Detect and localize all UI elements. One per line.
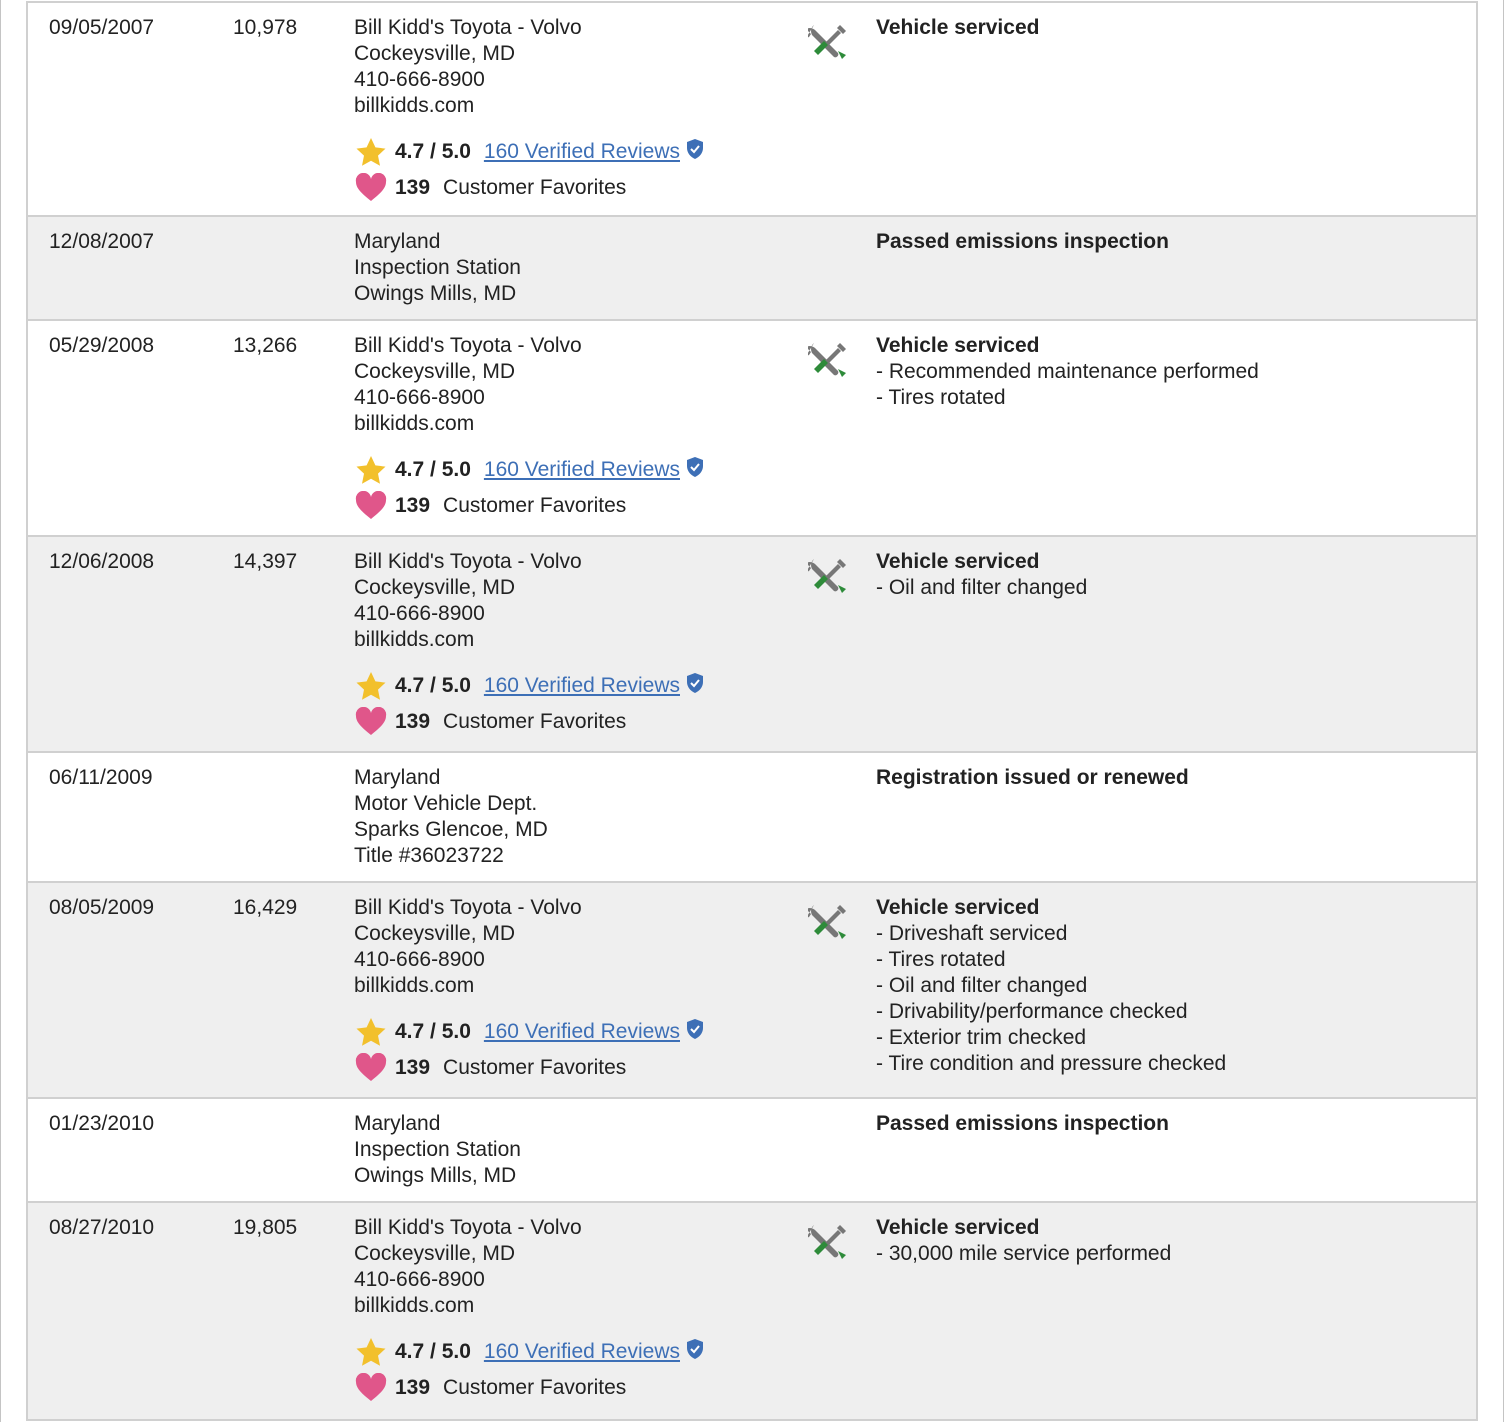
record-source xyxy=(354,333,774,521)
record-date: 12/08/2007 xyxy=(49,230,155,253)
detail-item: - Driveshaft serviced xyxy=(876,922,1068,945)
source-line: billkidds.com xyxy=(354,974,475,997)
detail-item: - Recommended maintenance performed xyxy=(876,360,1259,383)
favorites-row xyxy=(354,1373,774,1403)
heart-icon xyxy=(355,173,387,203)
rating-row xyxy=(354,1337,774,1367)
detail-item: - Drivability/performance checked xyxy=(876,1000,1188,1023)
detail-item: - Tires rotated xyxy=(876,948,1006,971)
record-date: 08/27/2010 xyxy=(49,1216,155,1239)
source-line: Inspection Station xyxy=(354,256,521,279)
source-line: Owings Mills, MD xyxy=(354,282,517,305)
favorites-count: 139 xyxy=(395,710,431,733)
favorites-label: Customer Favorites xyxy=(443,1056,627,1079)
star-icon xyxy=(355,1337,387,1367)
record-details xyxy=(876,1215,1456,1267)
rating-row xyxy=(354,455,774,485)
detail-item: - Exterior trim checked xyxy=(876,1026,1087,1049)
service-tools-icon xyxy=(808,555,850,597)
record-odometer: 13,266 xyxy=(233,334,298,357)
source-line: Cockeysville, MD xyxy=(354,1242,516,1265)
source-line: billkidds.com xyxy=(354,1294,475,1317)
source-line: 410-666-8900 xyxy=(354,948,485,971)
record-date: 06/11/2009 xyxy=(49,766,153,789)
source-line: Maryland xyxy=(354,766,441,789)
star-icon xyxy=(355,137,387,167)
source-line: Motor Vehicle Dept. xyxy=(354,792,538,815)
verified-reviews-link[interactable]: 160 Verified Reviews xyxy=(483,674,680,697)
heart-icon xyxy=(355,1373,387,1403)
verified-shield-icon xyxy=(685,1338,705,1360)
verified-reviews-link[interactable]: 160 Verified Reviews xyxy=(483,1340,680,1363)
favorites-row xyxy=(354,491,774,521)
heart-icon xyxy=(355,707,387,737)
record-details xyxy=(876,765,1456,791)
verified-shield-icon xyxy=(685,672,705,694)
source-line: Bill Kidd's Toyota - Volvo xyxy=(354,334,582,357)
record-odometer: 16,429 xyxy=(233,896,298,919)
heart-icon xyxy=(355,1053,387,1083)
service-tools-icon xyxy=(808,339,850,381)
service-tools-icon xyxy=(808,901,850,943)
favorites-label: Customer Favorites xyxy=(443,710,627,733)
history-record xyxy=(26,537,1478,753)
source-line: Maryland xyxy=(354,230,441,253)
detail-item: - Tires rotated xyxy=(876,386,1006,409)
source-line: Owings Mills, MD xyxy=(354,1164,517,1187)
detail-title: Registration issued or renewed xyxy=(876,766,1189,789)
source-line: Cockeysville, MD xyxy=(354,360,516,383)
record-date: 08/05/2009 xyxy=(49,896,155,919)
detail-title: Vehicle serviced xyxy=(876,16,1040,39)
record-details xyxy=(876,1111,1456,1137)
rating-row xyxy=(354,137,774,167)
detail-item: - Oil and filter changed xyxy=(876,974,1088,997)
source-line: Cockeysville, MD xyxy=(354,922,516,945)
source-line: Inspection Station xyxy=(354,1138,521,1161)
detail-title: Vehicle serviced xyxy=(876,550,1040,573)
verified-shield-icon xyxy=(685,138,705,160)
detail-title: Vehicle serviced xyxy=(876,896,1040,919)
favorites-row xyxy=(354,707,774,737)
record-odometer: 19,805 xyxy=(233,1216,298,1239)
record-details xyxy=(876,15,1456,41)
source-line: billkidds.com xyxy=(354,628,475,651)
favorites-count: 139 xyxy=(395,176,431,199)
service-tools-icon xyxy=(808,1221,850,1263)
source-line: billkidds.com xyxy=(354,94,475,117)
record-details xyxy=(876,895,1456,1077)
rating-value: 4.7 / 5.0 xyxy=(395,1020,471,1043)
rating-value: 4.7 / 5.0 xyxy=(395,458,471,481)
source-line: 410-666-8900 xyxy=(354,1268,485,1291)
favorites-count: 139 xyxy=(395,494,431,517)
verified-shield-icon xyxy=(685,456,705,478)
record-date: 05/29/2008 xyxy=(49,334,155,357)
record-source xyxy=(354,15,774,203)
favorites-label: Customer Favorites xyxy=(443,176,627,199)
rating-value: 4.7 / 5.0 xyxy=(395,140,471,163)
history-record xyxy=(26,753,1478,883)
record-details xyxy=(876,333,1456,411)
verified-reviews-link[interactable]: 160 Verified Reviews xyxy=(483,458,680,481)
history-record xyxy=(26,217,1478,321)
record-date: 01/23/2010 xyxy=(49,1112,155,1135)
record-odometer: 14,397 xyxy=(233,550,298,573)
source-line: Cockeysville, MD xyxy=(354,576,516,599)
heart-icon xyxy=(355,491,387,521)
verified-reviews-link[interactable]: 160 Verified Reviews xyxy=(483,140,680,163)
record-date: 12/06/2008 xyxy=(49,550,155,573)
star-icon xyxy=(355,455,387,485)
history-record xyxy=(26,321,1478,537)
detail-title: Vehicle serviced xyxy=(876,334,1040,357)
source-line: Maryland xyxy=(354,1112,441,1135)
star-icon xyxy=(355,1017,387,1047)
rating-value: 4.7 / 5.0 xyxy=(395,1340,471,1363)
detail-title: Passed emissions inspection xyxy=(876,1112,1169,1135)
history-record xyxy=(26,1203,1478,1421)
history-record xyxy=(26,1,1478,217)
favorites-count: 139 xyxy=(395,1056,431,1079)
record-source xyxy=(354,229,774,307)
favorites-label: Customer Favorites xyxy=(443,1376,627,1399)
source-line: 410-666-8900 xyxy=(354,68,485,91)
favorites-count: 139 xyxy=(395,1376,431,1399)
source-line: Bill Kidd's Toyota - Volvo xyxy=(354,16,582,39)
source-line: 410-666-8900 xyxy=(354,386,485,409)
source-line: billkidds.com xyxy=(354,412,475,435)
record-source xyxy=(354,1215,774,1403)
record-odometer: 10,978 xyxy=(233,16,298,39)
detail-item: - Tire condition and pressure checked xyxy=(876,1052,1227,1075)
verified-reviews-link[interactable]: 160 Verified Reviews xyxy=(483,1020,680,1043)
rating-value: 4.7 / 5.0 xyxy=(395,674,471,697)
rating-row xyxy=(354,671,774,701)
detail-title: Vehicle serviced xyxy=(876,1216,1040,1239)
source-line: Title #36023722 xyxy=(354,844,504,867)
source-line: 410-666-8900 xyxy=(354,602,485,625)
record-date: 09/05/2007 xyxy=(49,16,155,39)
detail-title: Passed emissions inspection xyxy=(876,230,1169,253)
source-line: Bill Kidd's Toyota - Volvo xyxy=(354,896,582,919)
favorites-row xyxy=(354,1053,774,1083)
detail-item: - 30,000 mile service performed xyxy=(876,1242,1172,1265)
source-line: Cockeysville, MD xyxy=(354,42,516,65)
record-source xyxy=(354,1111,774,1189)
favorites-row xyxy=(354,173,774,203)
vehicle-history-table xyxy=(26,1,1478,1421)
source-line: Sparks Glencoe, MD xyxy=(354,818,548,841)
service-tools-icon xyxy=(808,21,850,63)
favorites-label: Customer Favorites xyxy=(443,494,627,517)
star-icon xyxy=(355,671,387,701)
record-source xyxy=(354,549,774,737)
detail-item: - Oil and filter changed xyxy=(876,576,1088,599)
record-source xyxy=(354,765,774,869)
record-details xyxy=(876,229,1456,255)
source-line: Bill Kidd's Toyota - Volvo xyxy=(354,550,582,573)
record-source xyxy=(354,895,774,1083)
source-line: Bill Kidd's Toyota - Volvo xyxy=(354,1216,582,1239)
history-record xyxy=(26,883,1478,1099)
record-details xyxy=(876,549,1456,601)
rating-row xyxy=(354,1017,774,1047)
verified-shield-icon xyxy=(685,1018,705,1040)
history-record xyxy=(26,1099,1478,1203)
